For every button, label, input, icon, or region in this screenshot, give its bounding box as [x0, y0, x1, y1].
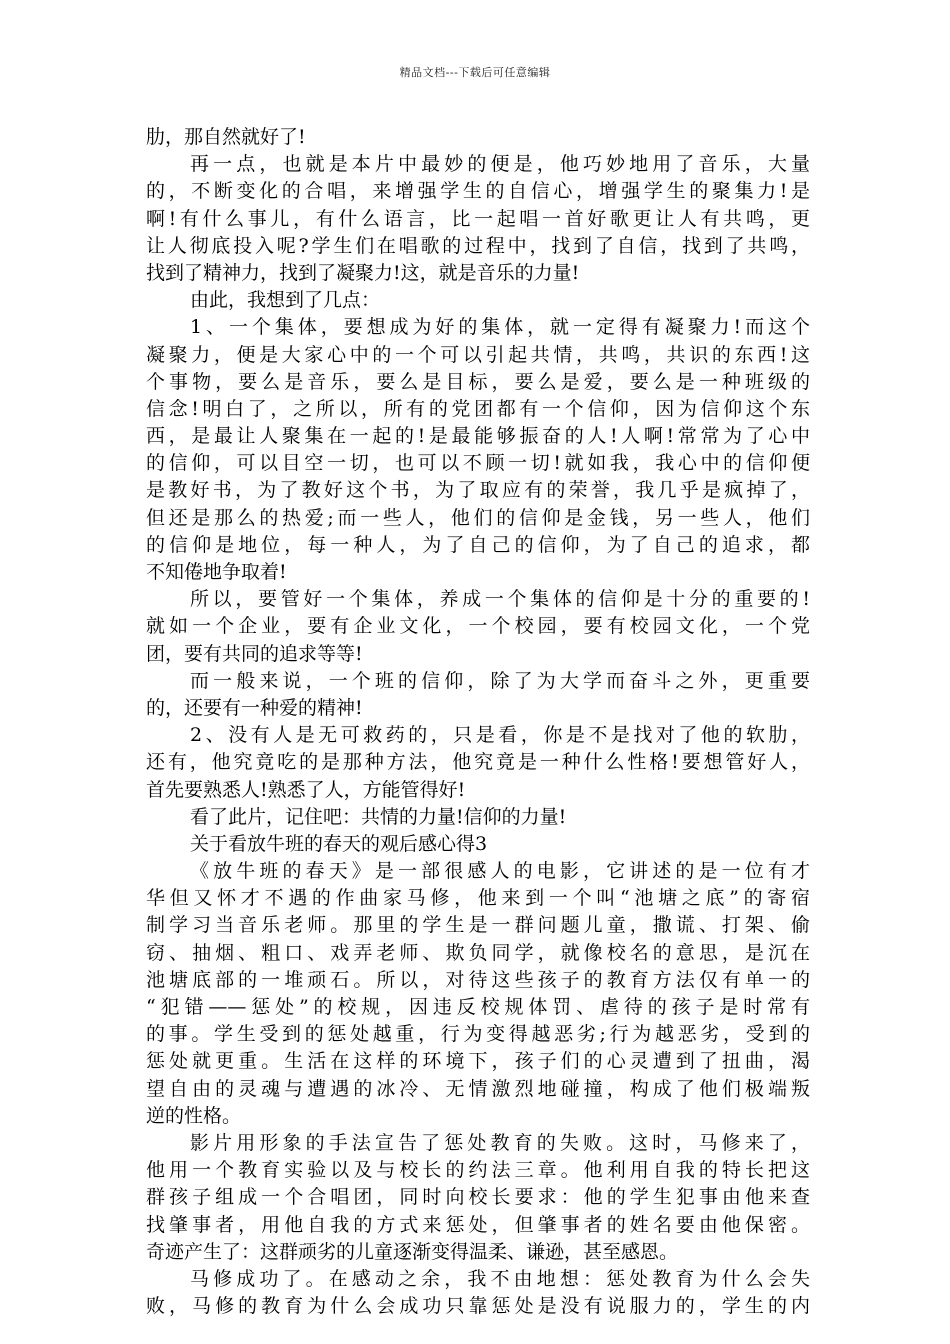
paragraph-line: 的信仰，可以目空一切，也可以不顾一切!就如我，我心中的信仰便 [146, 452, 810, 475]
paragraph-line: 团，要有共同的追求等等! [146, 642, 363, 665]
paragraph-line: 不知倦地争取着! [146, 561, 287, 583]
paragraph-line: 个事物，要么是音乐，要么是目标，要么是爱，要么是一种班级的 [146, 370, 810, 393]
paragraph-line: 制学习当音乐老师。那里的学生是一群问题儿童，撒谎、打架、偷 [146, 914, 810, 937]
paragraph-line: 西，是最让人聚集在一起的!是最能够振奋的人!人啊!常常为了心中 [146, 425, 810, 448]
paragraph-line: 华但又怀才不遇的作曲家马修，他来到一个叫“池塘之底”的寄宿 [146, 887, 810, 910]
paragraph-first-line: 2、没有人是无可救药的，只是看，你是不是找对了他的软肋， [190, 724, 810, 747]
paragraph-first-line: 马修成功了。在感动之余，我不由地想：惩处教育为什么会失 [190, 1267, 810, 1290]
paragraph-line: 就如一个企业，要有企业文化，一个校园，要有校园文化，一个党 [146, 615, 810, 638]
paragraph-first-line: 关于看放牛班的春天的观后感心得3 [190, 832, 488, 855]
paragraph-line: 败，马修的教育为什么会成功只靠惩处是没有说服力的，学生的内 [146, 1295, 810, 1318]
page-header: 精品文档---下载后可任意编辑 [399, 66, 551, 79]
paragraph-line: 的，不断变化的合唱，来增强学生的自信心，增强学生的聚集力!是 [146, 180, 810, 203]
paragraph-line: 的信仰是地位，每一种人，为了自己的信仰，为了自己的追求，都 [146, 533, 810, 556]
paragraph-line: 望自由的灵魂与遭遇的冰冷、无情激烈地碰撞，构成了他们极端叛 [146, 1077, 810, 1100]
paragraph-line: 群孩子组成一个合唱团，同时向校长要求：他的学生犯事由他来查 [146, 1186, 810, 1209]
paragraph-first-line: 所以，要管好一个集体，养成一个集体的信仰是十分的重要的! [190, 588, 810, 611]
paragraph-first-line: 再一点，也就是本片中最妙的便是，他巧妙地用了音乐，大量 [190, 153, 810, 176]
paragraph-line: 但还是那么的热爱;而一些人，他们的信仰是金钱，另一些人，他们 [146, 506, 810, 529]
paragraph-line: 凝聚力，便是大家心中的一个可以引起共情，共鸣，共识的东西!这 [146, 343, 810, 366]
paragraph-first-line: 1、一个集体，要想成为好的集体，就一定得有凝聚力!而这个 [190, 316, 810, 339]
paragraph-line: 还有，他究竟吃的是那种方法，他究竟是一种什么性格!要想管好人， [146, 751, 810, 774]
paragraph-line: 找肇事者，用他自我的方式来惩处，但肇事者的姓名要由他保密。 [146, 1213, 810, 1236]
paragraph-line: 的，还要有一种爱的精神! [146, 696, 363, 719]
paragraph-line: 池塘底部的一堆顽石。所以，对待这些孩子的教育方法仅有单一的 [146, 968, 810, 991]
paragraph-line: 窃、抽烟、粗口、戏弄老师、欺负同学，就像校名的意思，是沉在 [146, 941, 810, 964]
paragraph-line: 的事。学生受到的惩处越重，行为变得越恶劣;行为越恶劣，受到的 [146, 1023, 810, 1046]
paragraph-first-line: 《放牛班的春天》是一部很感人的电影，它讲述的是一位有才 [190, 860, 810, 883]
paragraph-line: 啊!有什么事儿，有什么语言，比一起唱一首好歌更让人有共鸣，更 [146, 207, 810, 230]
paragraph-first-line: 而一般来说，一个班的信仰，除了为大学而奋斗之外，更重要 [190, 669, 810, 692]
paragraph-line: 他用一个教育实验以及与校长的约法三章。他利用自我的特长把这 [146, 1159, 810, 1182]
paragraph-first-line: 影片用形象的手法宣告了惩处教育的失败。这时，马修来了， [190, 1131, 810, 1154]
paragraph-line: 信念!明白了，之所以，所有的党团都有一个信仰，因为信仰这个东 [146, 397, 810, 420]
document-body [146, 124, 810, 1320]
paragraph-first-line: 由此，我想到了几点： [190, 289, 381, 312]
paragraph-first-line: 看了此片，记住吧：共情的力量!信仰的力量! [190, 805, 567, 828]
paragraph-line: 让人彻底投入呢?学生们在唱歌的过程中，找到了自信，找到了共鸣， [146, 234, 810, 257]
paragraph-line: 首先要熟悉人!熟悉了人，方能管得好! [146, 778, 466, 801]
paragraph-line: 奇迹产生了：这群顽劣的儿童逐渐变得温柔、谦逊，甚至感恩。 [146, 1240, 679, 1263]
paragraph-line: 是教好书，为了教好这个书，为了取应有的荣誉，我几乎是疯掉了， [146, 479, 810, 502]
paragraph-line: 肋，那自然就好了! [146, 126, 306, 148]
paragraph-line: 惩处就更重。生活在这样的环境下，孩子们的心灵遭到了扭曲，渴 [146, 1050, 810, 1073]
paragraph-line: “犯错——惩处”的校规，因违反校规体罚、虐待的孩子是时常有 [146, 996, 810, 1018]
paragraph-line: 找到了精神力，找到了凝聚力!这，就是音乐的力量! [146, 261, 580, 284]
paragraph-line: 逆的性格。 [146, 1104, 242, 1127]
